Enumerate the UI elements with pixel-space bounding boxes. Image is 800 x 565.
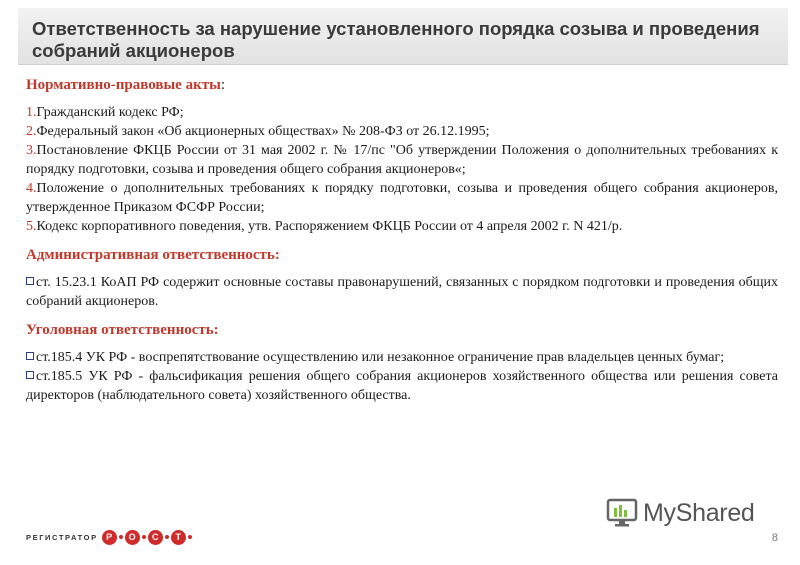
title-bar [18,8,788,65]
registrar-rost-logo [26,527,194,547]
registrar-label: РЕГИСТРАТОР [26,532,98,542]
item-text: ст. 15.23.1 КоАП РФ содержит основные составы правонарушений, связанных с порядком подготовки и проведения общих собраний акционеров. [26,275,778,309]
list-item [26,141,778,179]
myshared-text: MyShared [643,498,755,527]
list-item [26,103,778,122]
item-text: Постановление ФКЦБ России от 31 мая 2002 г. № 17/пс "Об утверждении Положения о дополнительных требованиях к порядку подготовки, созыва и проведения общего собрания акционеров«; [26,143,778,177]
normative-list [26,103,778,236]
rost-letter: Р [102,530,117,545]
rost-mark [102,530,194,545]
item-text: Гражданский кодекс РФ; [36,105,184,120]
list-item [26,367,778,405]
rost-letter: Т [171,530,186,545]
item-number: 5. [26,219,37,234]
checkbox-square-icon [26,371,34,379]
checkbox-square-icon [26,352,34,360]
item-number: 4. [26,181,37,196]
rost-letter: О [125,530,140,545]
rost-letter: С [148,530,163,545]
item-text: Положение о дополнительных требованиях к порядку подготовки, созыва и проведения общего собрания акционеров, утвержденное Приказом ФСФР России; [26,181,778,215]
normative-heading [26,76,778,95]
list-item [26,273,778,311]
list-item [26,122,778,141]
checkbox-square-icon [26,277,34,285]
normative-heading-colon: : [220,77,225,93]
item-text: Федеральный закон «Об акционерных обществах» № 208-ФЗ от 26.12.1995; [36,124,490,139]
item-number: 3. [26,143,37,158]
criminal-heading: Уголовная ответственность: [26,322,219,338]
myshared-logo-icon [606,498,638,528]
slide-content [26,76,778,405]
item-number: 2. [26,124,37,139]
page-number: 8 [771,532,778,544]
administrative-heading: Административная ответственность: [26,247,280,263]
item-number: 1. [26,105,37,120]
item-text: Кодекс корпоративного поведения, утв. Распоряжением ФКЦБ России от 4 апреля 2002 г. N 421/р. [36,219,623,234]
page-title: Ответственность за нарушение установленного порядка созыва и проведения собраний акционеров [32,18,760,61]
item-text: ст.185.5 УК РФ - фальсификация решения общего собрания акционеров хозяйственного общества или решения совета директоров (наблюдательного совета) хозяйственного общества. [26,369,778,403]
list-item [26,217,778,236]
list-item [26,348,778,367]
myshared-watermark[interactable] [606,498,755,528]
list-item [26,179,778,217]
normative-heading-text: Нормативно-правовые акты [26,77,221,93]
item-text: ст.185.4 УК РФ - воспрепятствование осуществлению или незаконное ограничение прав владельцев ценных бумаг; [36,350,725,365]
